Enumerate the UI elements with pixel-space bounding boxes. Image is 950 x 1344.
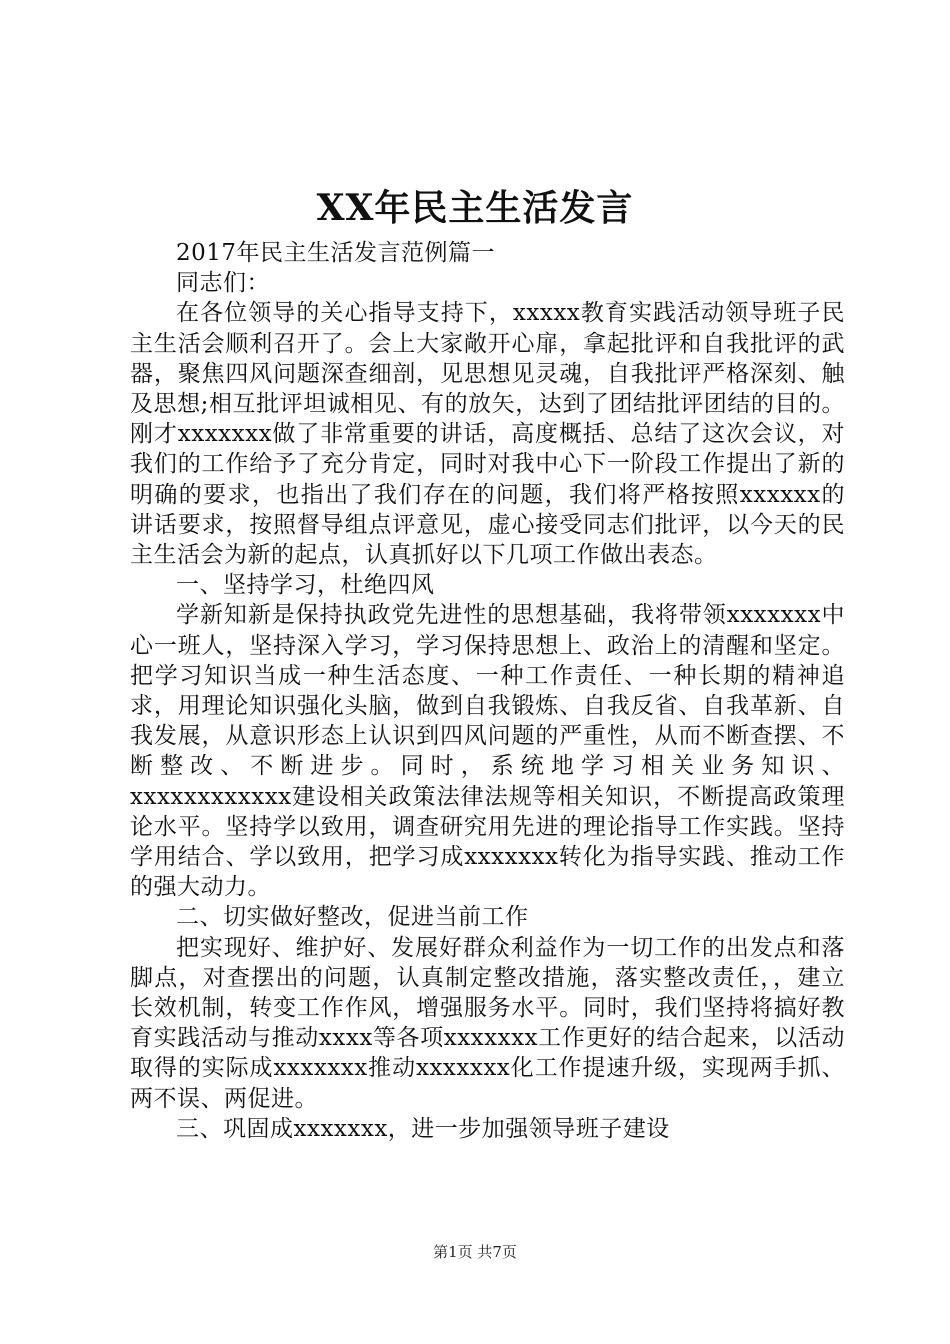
section-heading: 二、切实做好整改，促进当前工作	[176, 904, 529, 931]
section-heading: 三、巩固成xxxxxxx，进一步加强领导班子建设	[176, 1115, 670, 1142]
body-paragraph: 学新知新是保持执政党先进性的思想基础，我将带领xxxxxxx中心一班人，坚持深入学习，学习保持思想上、政治上的清醒和坚定。把学习知识当成一种生活态度、一种工作责任、一种长期的精神追求，用理论知识强化头脑，做到自我锻炼、自我反省、自我革新、自我发展，从意识形态上认识到四风问题的严重性，从而不断查摆、不断整改、不断进步。同时，系统地学习相关业务知识、xxxxxxxxxxxx建设相关政策法律法规等相关知识，不断提高政策理论水平。坚持学以致用，调查研究用先进的理论指导工作实践。坚持学用结合、学以致用，把学习成xxxxxxx转化为指导实践、推动工作的强大动力。	[130, 602, 845, 901]
salutation-paragraph: 同志们：	[176, 270, 270, 297]
body-paragraph: 在各位领导的关心指导支持下，xxxxx教育实践活动领导班子民主生活会顺利召开了。会上大家敞开心扉，拿起批评和自我批评的武器，聚焦四风问题深查细剖，见思想见灵魂，自我批评严格深刻、触及思想;相互批评坦诚相见、有的放矢，达到了团结批评团结的目的。刚才xxxxxxx做了非常重要的讲话，高度概括、总结了这次会议，对我们的工作给予了充分肯定，同时对我中心下一阶段工作提出了新的明确的要求，也指出了我们存在的问题，我们将严格按照xxxxxx的讲话要求，按照督导组点评意见，虚心接受同志们批评，以今天的民主生活会为新的起点，认真抓好以下几项工作做出表态。	[130, 300, 845, 569]
document-body	[130, 238, 845, 1144]
page-number-footer: 第1页 共7页	[433, 1243, 517, 1261]
subtitle-paragraph: 2017年民主生活发言范例篇一	[176, 240, 496, 266]
document-title: XX年民主生活发言	[316, 187, 634, 229]
section-heading: 一、坚持学习，杜绝四风	[176, 572, 435, 599]
body-paragraph: 把实现好、维护好、发展好群众利益作为一切工作的出发点和落脚点，对查摆出的问题，认真制定整改措施，落实整改责任，，建立长效机制，转变工作作风，增强服务水平。同时，我们坚持将搞好教育实践活动与推动xxxx等各项xxxxxxx工作更好的结合起来，以活动取得的实际成xxxxxxx推动xxxxxxx化工作提速升级，实现两手抓、两不误、两促进。	[130, 934, 845, 1112]
